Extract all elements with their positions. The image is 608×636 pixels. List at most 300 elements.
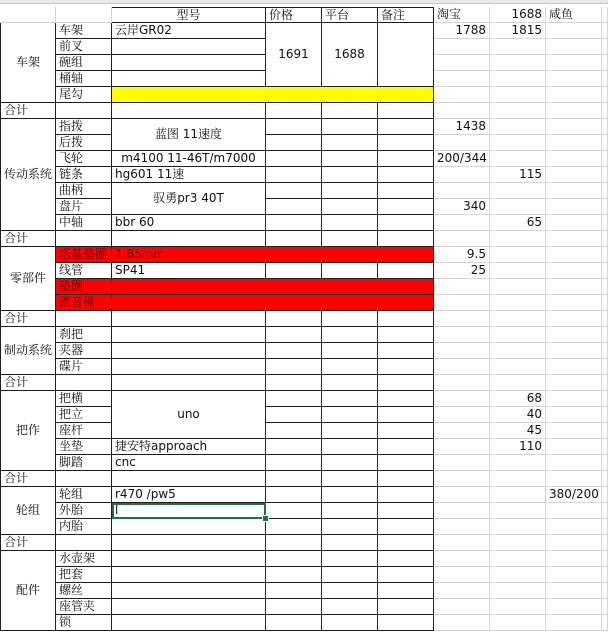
cell[interactable]: [602, 423, 608, 439]
cell[interactable]: [378, 407, 434, 423]
item-label[interactable]: 曲柄: [56, 183, 112, 199]
cell[interactable]: [546, 135, 602, 151]
cell[interactable]: [56, 103, 112, 119]
cell[interactable]: [434, 407, 490, 423]
cell[interactable]: [378, 135, 434, 151]
cell[interactable]: [322, 407, 378, 423]
cell[interactable]: [490, 55, 546, 71]
cell[interactable]: [56, 7, 112, 23]
cell[interactable]: [112, 71, 266, 87]
cell[interactable]: [546, 279, 602, 295]
cell[interactable]: [434, 231, 490, 247]
cell[interactable]: [602, 375, 608, 391]
cell[interactable]: [378, 167, 434, 183]
chain-model[interactable]: hg601 11速: [112, 167, 266, 183]
header-1688[interactable]: 1688: [490, 7, 546, 23]
cell[interactable]: [434, 519, 490, 535]
cell[interactable]: [378, 599, 434, 615]
taobao-washer[interactable]: 9.5: [434, 247, 490, 263]
total-row-label[interactable]: 合计: [0, 311, 56, 327]
cell[interactable]: [546, 103, 602, 119]
cell[interactable]: [490, 151, 546, 167]
saddle-model[interactable]: 捷安特approach: [112, 439, 266, 455]
cell[interactable]: [322, 375, 378, 391]
cell[interactable]: [322, 487, 378, 503]
item-label[interactable]: 刹把: [56, 327, 112, 343]
cell[interactable]: [322, 167, 378, 183]
item-label[interactable]: 前叉: [56, 39, 112, 55]
cell[interactable]: [266, 423, 322, 439]
item-label[interactable]: 把立: [56, 407, 112, 423]
cell[interactable]: [546, 263, 602, 279]
cell[interactable]: [322, 567, 378, 583]
item-label[interactable]: 把套: [56, 567, 112, 583]
cell[interactable]: [434, 279, 490, 295]
cell[interactable]: [434, 295, 490, 311]
cell[interactable]: [490, 263, 546, 279]
cell[interactable]: [378, 151, 434, 167]
cell[interactable]: [602, 503, 608, 519]
cell[interactable]: [434, 471, 490, 487]
cell[interactable]: [546, 359, 602, 375]
wheelset-model[interactable]: r470 /pw5: [112, 487, 266, 503]
cell[interactable]: [378, 487, 434, 503]
cell[interactable]: [546, 119, 602, 135]
cell[interactable]: [322, 359, 378, 375]
cell[interactable]: [546, 423, 602, 439]
cell[interactable]: [602, 279, 608, 295]
cell[interactable]: [602, 359, 608, 375]
cell[interactable]: [490, 183, 546, 199]
cell[interactable]: [490, 327, 546, 343]
cell[interactable]: [602, 199, 608, 215]
cell[interactable]: [378, 519, 434, 535]
cell[interactable]: [434, 343, 490, 359]
cell[interactable]: [112, 535, 266, 551]
1688-cockpit-value[interactable]: 40: [490, 407, 546, 423]
cell[interactable]: [434, 183, 490, 199]
header-taobao[interactable]: 淘宝: [434, 7, 490, 23]
cell[interactable]: [546, 567, 602, 583]
cell[interactable]: [546, 375, 602, 391]
cell[interactable]: [378, 615, 434, 631]
cell[interactable]: [602, 471, 608, 487]
cell[interactable]: [266, 535, 322, 551]
header-model[interactable]: 型号: [112, 7, 266, 23]
cell[interactable]: [490, 375, 546, 391]
cell[interactable]: [490, 503, 546, 519]
cell[interactable]: [378, 199, 434, 215]
cell[interactable]: [322, 583, 378, 599]
cell[interactable]: [56, 311, 112, 327]
cell[interactable]: [490, 103, 546, 119]
header-note[interactable]: 备注: [378, 7, 434, 23]
cell[interactable]: [434, 487, 490, 503]
cell[interactable]: [602, 151, 608, 167]
cell[interactable]: [322, 423, 378, 439]
cell[interactable]: [434, 327, 490, 343]
cell[interactable]: [112, 551, 266, 567]
cell[interactable]: [602, 535, 608, 551]
cell[interactable]: [434, 39, 490, 55]
cell[interactable]: [546, 343, 602, 359]
group-label-accessories[interactable]: 配件: [0, 551, 56, 631]
cell[interactable]: [602, 23, 608, 39]
cell[interactable]: [434, 215, 490, 231]
cell[interactable]: [112, 39, 266, 55]
frame-taobao[interactable]: 1788: [434, 23, 490, 39]
total-row-label[interactable]: 合计: [0, 375, 56, 391]
cell[interactable]: [546, 247, 602, 263]
cell[interactable]: [490, 599, 546, 615]
item-label[interactable]: 外胎: [56, 503, 112, 519]
group-label-drivetrain[interactable]: 传动系统: [0, 119, 56, 231]
cell[interactable]: [602, 39, 608, 55]
cell[interactable]: [490, 487, 546, 503]
cell[interactable]: [378, 535, 434, 551]
cell[interactable]: [112, 615, 266, 631]
cell[interactable]: [434, 359, 490, 375]
bb-model[interactable]: bbr 60: [112, 215, 266, 231]
cell[interactable]: [490, 279, 546, 295]
item-label[interactable]: 塔基垫圈: [56, 247, 112, 263]
cell[interactable]: [378, 343, 434, 359]
cell[interactable]: [266, 391, 322, 407]
cell[interactable]: [266, 551, 322, 567]
cell[interactable]: [546, 39, 602, 55]
cell[interactable]: [322, 551, 378, 567]
cell[interactable]: [266, 231, 322, 247]
cell[interactable]: [490, 311, 546, 327]
cell[interactable]: [546, 295, 602, 311]
cell[interactable]: [602, 487, 608, 503]
cell[interactable]: [434, 103, 490, 119]
cell[interactable]: [602, 519, 608, 535]
cell[interactable]: [266, 519, 322, 535]
cell[interactable]: [602, 263, 608, 279]
cell[interactable]: [266, 343, 322, 359]
group-label-wheels[interactable]: 轮组: [0, 487, 56, 535]
cell[interactable]: [266, 167, 322, 183]
cell[interactable]: [434, 599, 490, 615]
cell[interactable]: [322, 391, 378, 407]
cell[interactable]: [602, 247, 608, 263]
highlight-red-cell[interactable]: [112, 279, 434, 295]
cell[interactable]: [322, 311, 378, 327]
cell[interactable]: [266, 263, 322, 279]
1688-chain[interactable]: 115: [490, 167, 546, 183]
cell[interactable]: [490, 535, 546, 551]
cell[interactable]: [112, 231, 266, 247]
cell[interactable]: [490, 87, 546, 103]
crank-model[interactable]: 驭勇pr3 40T: [112, 183, 266, 215]
cell[interactable]: [602, 615, 608, 631]
cell[interactable]: [434, 71, 490, 87]
cell[interactable]: [546, 583, 602, 599]
item-label[interactable]: 碗组: [56, 55, 112, 71]
cell[interactable]: [602, 551, 608, 567]
cell[interactable]: [378, 583, 434, 599]
cell[interactable]: [378, 391, 434, 407]
item-label[interactable]: 桶轴: [56, 71, 112, 87]
cell[interactable]: [434, 55, 490, 71]
cell[interactable]: [434, 375, 490, 391]
cell[interactable]: [490, 71, 546, 87]
cell[interactable]: [378, 503, 434, 519]
cell[interactable]: [322, 439, 378, 455]
item-label[interactable]: 内胎: [56, 519, 112, 535]
cell[interactable]: [56, 231, 112, 247]
cell[interactable]: [434, 439, 490, 455]
cell[interactable]: [490, 567, 546, 583]
cell[interactable]: [378, 327, 434, 343]
cell[interactable]: [266, 407, 322, 423]
1688-cockpit-value[interactable]: 68: [490, 391, 546, 407]
cell[interactable]: [0, 7, 56, 23]
item-label[interactable]: 盘片: [56, 199, 112, 215]
cell[interactable]: [322, 343, 378, 359]
item-label[interactable]: 线管: [56, 263, 112, 279]
cell[interactable]: [490, 343, 546, 359]
cell[interactable]: [434, 615, 490, 631]
cell[interactable]: [546, 215, 602, 231]
cell[interactable]: [490, 135, 546, 151]
item-label[interactable]: 座杆: [56, 423, 112, 439]
cell[interactable]: [266, 199, 322, 215]
cell[interactable]: [378, 551, 434, 567]
cell[interactable]: [434, 87, 490, 103]
taobao-housing[interactable]: 25: [434, 263, 490, 279]
cell[interactable]: [112, 599, 266, 615]
cell[interactable]: [266, 311, 322, 327]
item-label[interactable]: 座管夹: [56, 599, 112, 615]
cell[interactable]: [322, 135, 378, 151]
cell[interactable]: [546, 167, 602, 183]
cell[interactable]: [434, 135, 490, 151]
cell[interactable]: [602, 183, 608, 199]
highlight-red-cell[interactable]: [112, 295, 434, 311]
cell[interactable]: [378, 567, 434, 583]
frame-price[interactable]: 1691: [266, 23, 322, 87]
cell[interactable]: [546, 87, 602, 103]
cell[interactable]: [378, 215, 434, 231]
cell[interactable]: [322, 519, 378, 535]
washer-model[interactable]: 1.85mm: [112, 247, 434, 263]
cell[interactable]: [602, 311, 608, 327]
cell[interactable]: [602, 119, 608, 135]
header-price[interactable]: 价格: [266, 7, 322, 23]
cell[interactable]: [378, 423, 434, 439]
cell[interactable]: [322, 615, 378, 631]
cell[interactable]: [378, 439, 434, 455]
cell[interactable]: [490, 471, 546, 487]
taobao-crank[interactable]: 340: [434, 199, 490, 215]
cassette-model[interactable]: m4100 11-46T/m7000: [112, 151, 266, 167]
cell[interactable]: [322, 455, 378, 471]
cell[interactable]: [378, 311, 434, 327]
item-label[interactable]: 车架: [56, 23, 112, 39]
cell[interactable]: [378, 183, 434, 199]
item-label[interactable]: 消音棉: [56, 295, 112, 311]
cell[interactable]: [546, 199, 602, 215]
cell[interactable]: [266, 151, 322, 167]
cell[interactable]: [546, 391, 602, 407]
frame-platform[interactable]: 1688: [322, 23, 378, 87]
cell[interactable]: [266, 215, 322, 231]
cell[interactable]: [602, 391, 608, 407]
group-label-parts[interactable]: 零部件: [0, 247, 56, 311]
cell[interactable]: [56, 375, 112, 391]
item-label[interactable]: 碟片: [56, 359, 112, 375]
cell[interactable]: [602, 167, 608, 183]
cell[interactable]: [266, 471, 322, 487]
group-label-cockpit[interactable]: 把作: [0, 391, 56, 471]
shifter-model[interactable]: 蓝图 11速度: [112, 119, 266, 151]
cell[interactable]: [546, 471, 602, 487]
cell[interactable]: [490, 615, 546, 631]
cell[interactable]: [266, 119, 322, 135]
cell[interactable]: [602, 231, 608, 247]
housing-model[interactable]: SP41: [112, 263, 266, 279]
cell[interactable]: [490, 295, 546, 311]
1688-bb[interactable]: 65: [490, 215, 546, 231]
cell[interactable]: [546, 439, 602, 455]
item-label[interactable]: 把横: [56, 391, 112, 407]
cell[interactable]: [378, 455, 434, 471]
cell[interactable]: [602, 135, 608, 151]
cell[interactable]: [322, 183, 378, 199]
1688-cockpit-value[interactable]: 110: [490, 439, 546, 455]
cell[interactable]: [602, 407, 608, 423]
cell[interactable]: [490, 247, 546, 263]
cell[interactable]: [266, 503, 322, 519]
cell[interactable]: [434, 311, 490, 327]
cell[interactable]: [490, 583, 546, 599]
cell[interactable]: [546, 183, 602, 199]
frame-1688[interactable]: 1815: [490, 23, 546, 39]
cell[interactable]: [434, 391, 490, 407]
item-label[interactable]: 锁: [56, 615, 112, 631]
total-row-label[interactable]: 合计: [0, 535, 56, 551]
cell[interactable]: [322, 599, 378, 615]
cell[interactable]: [56, 471, 112, 487]
cell[interactable]: [490, 519, 546, 535]
cell[interactable]: [546, 311, 602, 327]
total-row-label[interactable]: 合计: [0, 103, 56, 119]
cell[interactable]: [546, 503, 602, 519]
cockpit-model[interactable]: uno: [112, 391, 266, 439]
cell[interactable]: [322, 231, 378, 247]
cell[interactable]: [378, 103, 434, 119]
taobao-cassette[interactable]: 200/344: [434, 151, 490, 167]
item-label[interactable]: 后拨: [56, 135, 112, 151]
cell[interactable]: [490, 551, 546, 567]
total-row-label[interactable]: 合计: [0, 231, 56, 247]
cell[interactable]: [602, 55, 608, 71]
cell[interactable]: [602, 295, 608, 311]
cell[interactable]: [322, 151, 378, 167]
group-label-brake[interactable]: 制动系统: [0, 327, 56, 375]
cell[interactable]: [266, 327, 322, 343]
cell[interactable]: [546, 71, 602, 87]
item-label[interactable]: 链条: [56, 167, 112, 183]
cell[interactable]: [322, 215, 378, 231]
cell[interactable]: [112, 359, 266, 375]
cell[interactable]: [266, 439, 322, 455]
cell[interactable]: [378, 263, 434, 279]
cell[interactable]: [266, 135, 322, 151]
cell[interactable]: [112, 103, 266, 119]
cell[interactable]: [546, 55, 602, 71]
cell[interactable]: [322, 263, 378, 279]
cell[interactable]: [490, 199, 546, 215]
item-label[interactable]: 尾勾: [56, 87, 112, 103]
cell[interactable]: [112, 567, 266, 583]
cell[interactable]: [546, 519, 602, 535]
cell[interactable]: [546, 551, 602, 567]
cell[interactable]: [434, 423, 490, 439]
cell[interactable]: [266, 615, 322, 631]
cell[interactable]: [322, 327, 378, 343]
cell[interactable]: [602, 71, 608, 87]
cell[interactable]: [602, 455, 608, 471]
item-label[interactable]: 螺丝: [56, 583, 112, 599]
cell[interactable]: [546, 535, 602, 551]
cell[interactable]: [546, 407, 602, 423]
cell[interactable]: [378, 375, 434, 391]
item-label[interactable]: 轮组: [56, 487, 112, 503]
cell[interactable]: [322, 119, 378, 135]
1688-cockpit-value[interactable]: 45: [490, 423, 546, 439]
cell[interactable]: [322, 471, 378, 487]
fill-handle[interactable]: [262, 515, 269, 522]
cell[interactable]: [112, 55, 266, 71]
cell[interactable]: [378, 119, 434, 135]
cell[interactable]: [112, 471, 266, 487]
cell[interactable]: [602, 583, 608, 599]
cell[interactable]: [434, 551, 490, 567]
cell[interactable]: [546, 327, 602, 343]
cell[interactable]: [602, 103, 608, 119]
tire-model-active-cell[interactable]: l: [112, 503, 266, 519]
cell[interactable]: [602, 87, 608, 103]
cell[interactable]: [490, 359, 546, 375]
cell[interactable]: [322, 103, 378, 119]
cell[interactable]: [378, 359, 434, 375]
item-label[interactable]: 飞轮: [56, 151, 112, 167]
item-label[interactable]: 夹器: [56, 343, 112, 359]
cell[interactable]: [602, 599, 608, 615]
group-label-frame[interactable]: 车架: [0, 23, 56, 103]
frame-model[interactable]: 云岸GR02: [112, 23, 266, 39]
cell[interactable]: [322, 535, 378, 551]
cell[interactable]: [378, 231, 434, 247]
total-row-label[interactable]: 合计: [0, 471, 56, 487]
cell[interactable]: [266, 183, 322, 199]
pedal-model[interactable]: cnc: [112, 455, 266, 471]
cell[interactable]: [266, 583, 322, 599]
cell[interactable]: [56, 535, 112, 551]
cell[interactable]: [378, 471, 434, 487]
header-platform[interactable]: 平台: [322, 7, 378, 23]
item-label[interactable]: 指拨: [56, 119, 112, 135]
item-label[interactable]: 垫圈: [56, 279, 112, 295]
cell[interactable]: [602, 439, 608, 455]
cell[interactable]: [112, 583, 266, 599]
cell[interactable]: [434, 455, 490, 471]
dropout-highlight-cell[interactable]: [112, 87, 434, 103]
cell[interactable]: [546, 615, 602, 631]
